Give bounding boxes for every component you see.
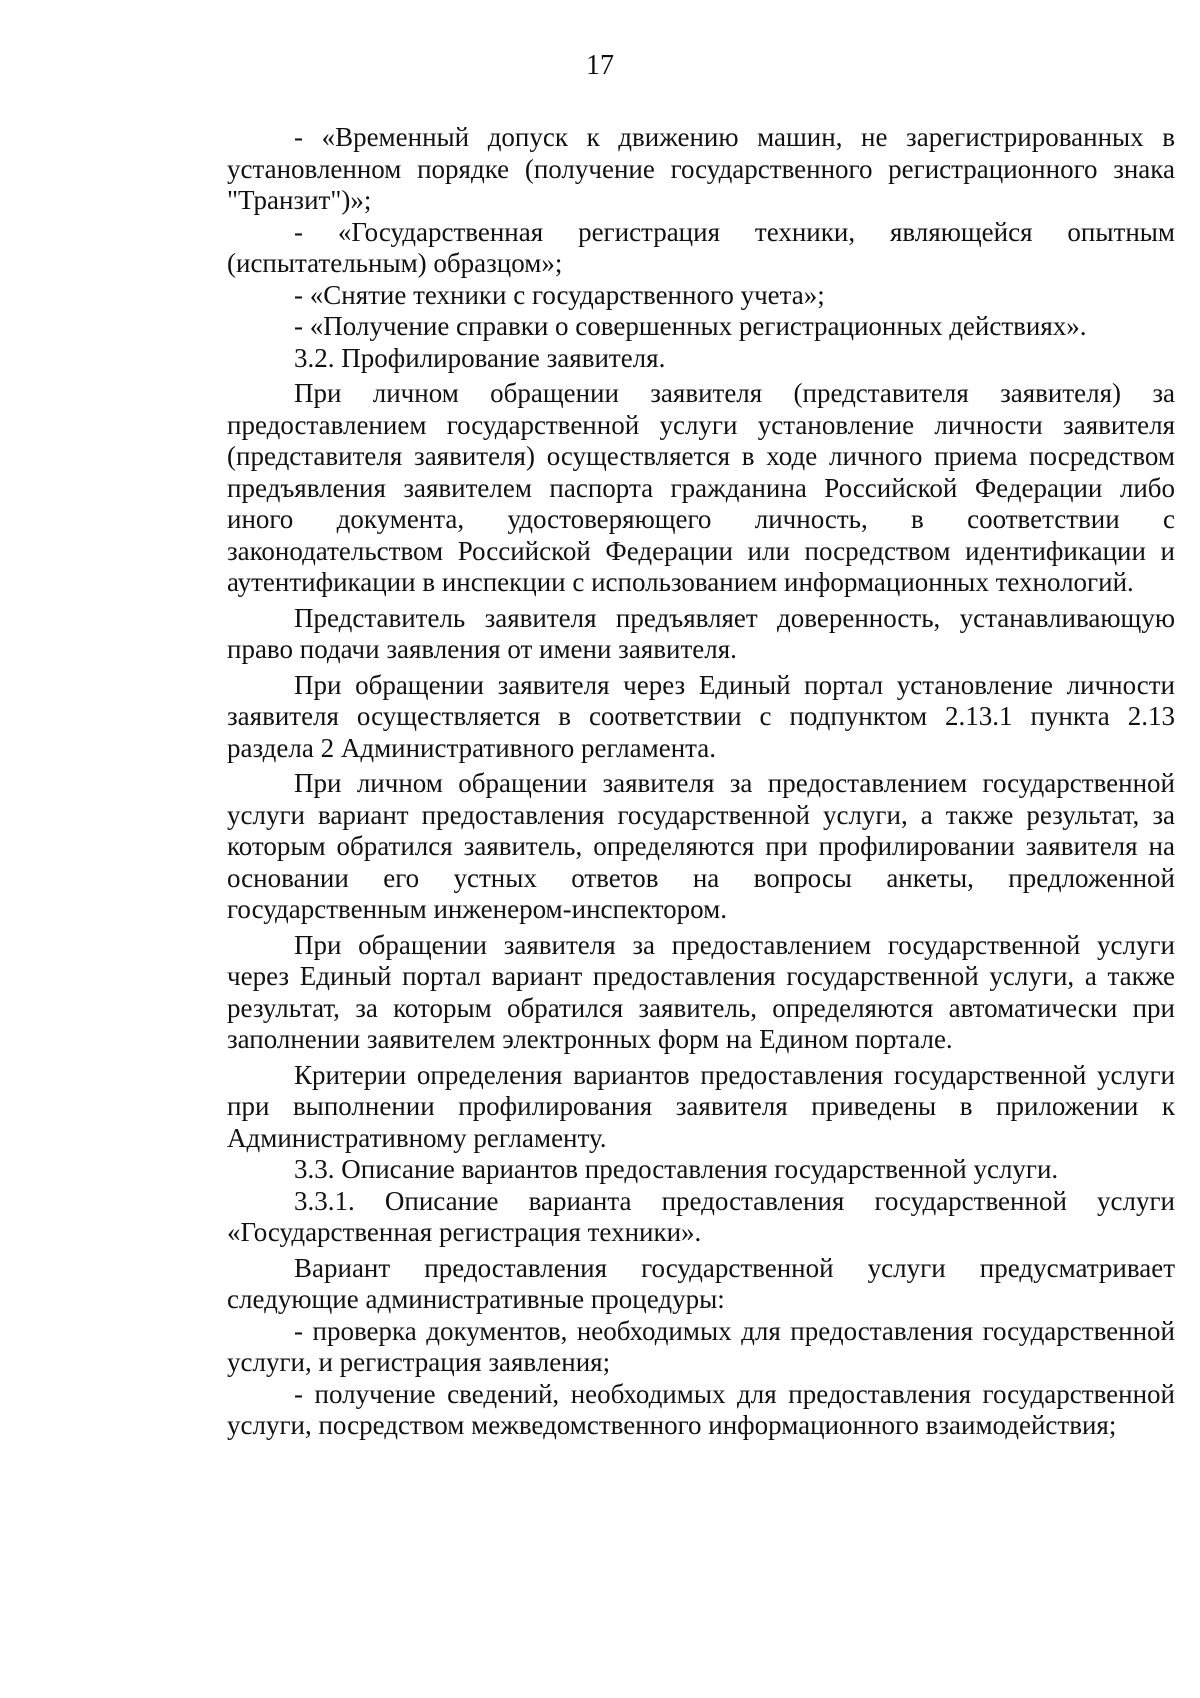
list-item-deregistration: - «Снятие техники с государственного учета»; — [294, 279, 825, 310]
section-heading-3-3: 3.3. Описание вариантов предоставления государственной услуги. — [294, 1154, 1059, 1184]
list-item-temporary-admission: - «Временный допуск к движению машин, не зарегистрированных в установленном порядке (получение государственного регистрационного знака "Транзит")»; — [227, 122, 1175, 215]
document-body — [227, 122, 1175, 1442]
list-item-prototype-registration: - «Государственная регистрация техники, являющейся опытным (испытательным) образцом»; — [227, 216, 1175, 278]
paragraph-identity-verification: При личном обращении заявителя (представителя заявителя) за предоставлением государственной услуги установление личности заявителя (представителя заявителя) осуществляется в ходе личного приема посредством предъявления заявителем паспорта гражданина Российской Федерации либо иного документа, удостоверяющего личность, в соответствии с законодательством Российской Федерации или посредством идентификации и аутентификации в инспекции с использованием информационных технологий. — [227, 378, 1175, 597]
list-item-document-check: - проверка документов, необходимых для предоставления государственной услуги, и регистрация заявления; — [227, 1315, 1175, 1377]
paragraph-power-of-attorney: Представитель заявителя предъявляет доверенность, устанавливающую право подачи заявления от имени заявителя. — [227, 602, 1175, 664]
list-item-certificate: - «Получение справки о совершенных регистрационных действиях». — [294, 311, 1087, 341]
section-heading-3-3-1: 3.3.1. Описание варианта предоставления государственной услуги «Государственная регистрация техники». — [227, 1185, 1175, 1247]
paragraph-procedures-intro: Вариант предоставления государственной услуги предусматривает следующие административные процедуры: — [227, 1252, 1175, 1314]
page-number: 17 — [586, 50, 614, 81]
paragraph-portal-identification: При обращении заявителя через Единый портал установление личности заявителя осуществляется в соответствии с подпунктом 2.13.1 пункта 2.13 раздела 2 Административного регламента. — [227, 669, 1175, 763]
paragraph-personal-profiling: При личном обращении заявителя за предоставлением государственной услуги вариант предоставления государственной услуги, а также результат, за которым обратился заявитель, определяются при профилировании заявителя на основании его устных ответов на вопросы анкеты, предложенной государственным инженером-инспектором. — [227, 768, 1175, 924]
section-heading-3-2: 3.2. Профилирование заявителя. — [294, 342, 666, 373]
paragraph-criteria: Критерии определения вариантов предоставления государственной услуги при выполнении профилирования заявителя приведены в приложении к Административному регламенту. — [227, 1059, 1175, 1153]
list-item-interagency-data: - получение сведений, необходимых для предоставления государственной услуги, посредством межведомственного информационного взаимодействия; — [227, 1378, 1175, 1440]
paragraph-portal-profiling: При обращении заявителя за предоставлением государственной услуги через Единый портал вариант предоставления государственной услуги, а также результат, за которым обратился заявитель, определяются автоматически при заполнении заявителем электронных форм на Едином портале. — [227, 929, 1175, 1054]
